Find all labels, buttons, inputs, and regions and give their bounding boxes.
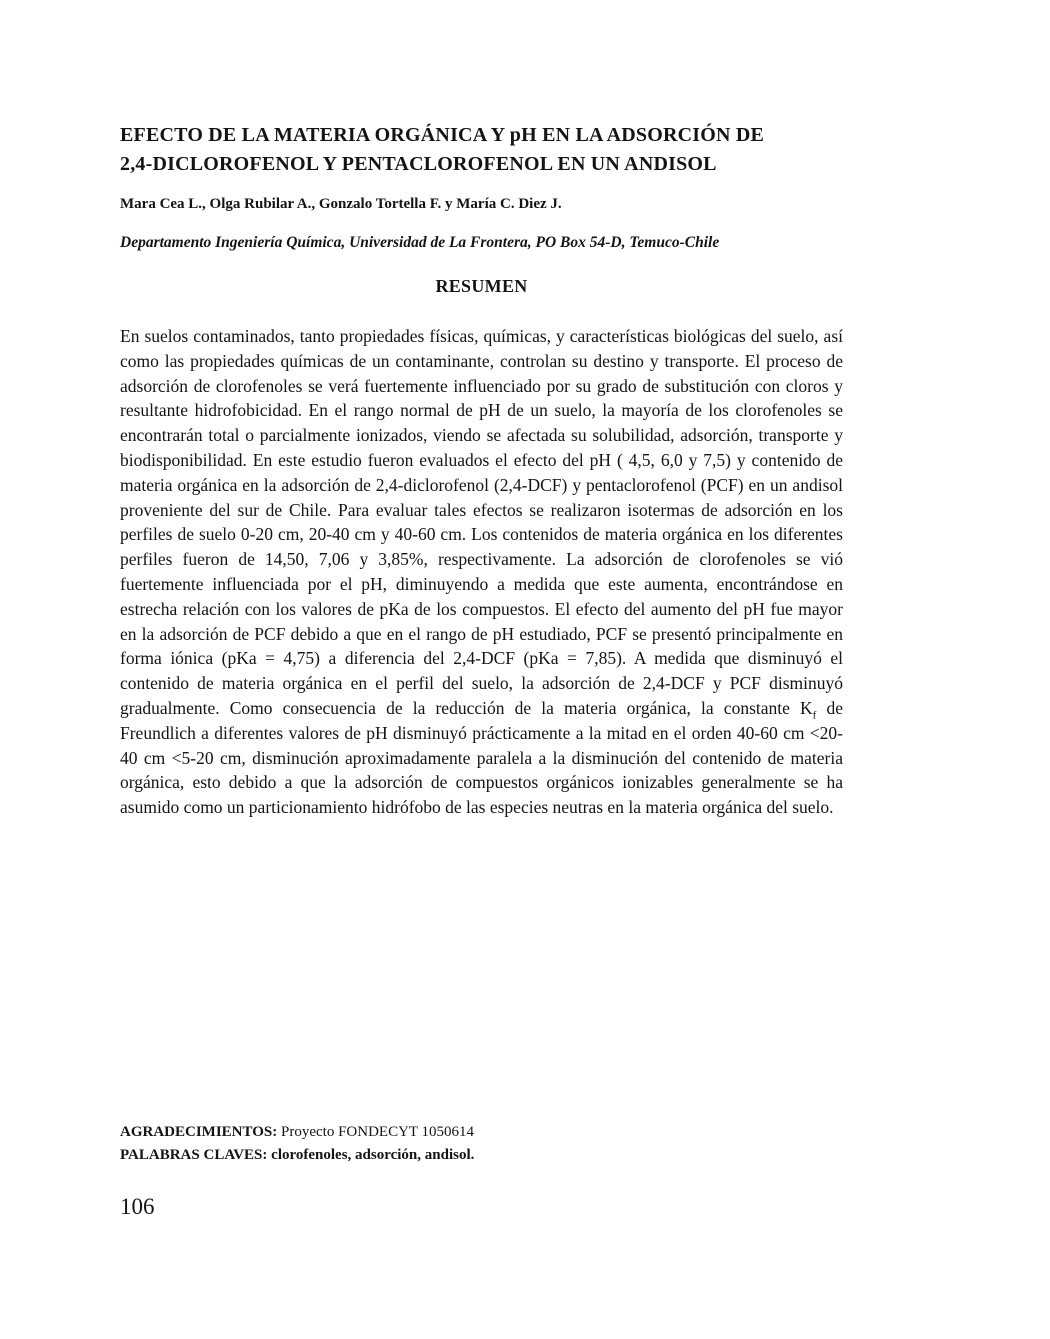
authors-line: Mara Cea L., Olga Rubilar A., Gonzalo Tortella F. y María C. Diez J. [120,196,562,212]
paper-title-line-1: EFECTO DE LA MATERIA ORGÁNICA Y pH EN LA ADSORCIÓN DE [120,124,765,146]
acknowledgements-text: Proyecto FONDECYT 1050614 [277,1124,475,1140]
section-heading-resumen: RESUMEN [435,276,528,296]
abstract-paragraph: En suelos contaminados, tanto propiedades físicas, químicas, y características biológicas del suelo, así como las propiedades químicas de un contaminante, controlan su destino y transporte. El proceso de adsorción de clorofenoles se verá fuertemente influenciado por su grado de substitución con cloros y resultante hidrofobicidad. En el rango normal de pH de un suelo, la mayoría de los clorofenoles se encontrarán total o parcialmente ionizados, viendo se afectada su solubilidad, adsorción, transporte y biodisponibilidad. En este estudio fueron evaluados el efecto del pH ( 4,5, 6,0 y 7,5) y contenido de materia orgánica en la adsorción de 2,4-diclorofenol (2,4-DCF) y pentaclorofenol (PCF) en un andisol proveniente del sur de Chile. Para evaluar tales efectos se realizaron isotermas de adsorción en los perfiles de suelo 0-20 cm, 20-40 cm y 40-60 cm. Los contenidos de materia orgánica en los diferentes perfiles fueron de 14,50, 7,06 y 3,85%, respectivamente. La adsorción de clorofenoles se vió fuertemente influenciada por el pH, diminuyendo a medida que este aumenta, encontrándose en estrecha relación con los valores de pKa de los compuestos. El efecto del aumento del pH fue mayor en la adsorción de PCF debido a que en el rango de pH estudiado, PCF se presentó principalmente en forma iónica (pKa = 4,75) a diferencia del 2,4-DCF (pKa = 7,85). A medida que disminuyó el contenido de materia orgánica en el perfil del suelo, la adsorción de 2,4-DCF y PCF disminuyó gradualmente. Como consecuencia de la reducción de la materia orgánica, la constante $K_f$ de Freundlich a diferentes valores de pH disminuyó prácticamente a la mitad en el orden 40-60 cm <20-40 cm <5-20 cm, disminución aproximadamente paralela a la disminución del contenido de materia orgánica, esto debido a que la adsorción de compuestos orgánicos ionizables generalmente se ha asumido como un particionamiento hidrófobo de las especies neutras en la materia orgánica del suelo. [120,326,843,818]
paper-title-line-2: 2,4-DICLOROFENOL Y PENTACLOROFENOL EN UN ANDISOL [120,153,717,175]
keywords-text: clorofenoles, adsorción, andisol. [267,1147,475,1163]
keywords-label: PALABRAS CLAVES: [120,1147,268,1163]
affiliation-line: Departamento Ingeniería Química, Universidad de La Frontera, PO Box 54-D, Temuco-Chile [120,234,720,251]
acknowledgements-label: AGRADECIMIENTOS: [120,1124,278,1140]
acknowledgements-line [120,1124,843,1141]
paper-title [120,121,843,179]
page-number: 106 [120,1194,155,1219]
keywords-line [120,1147,843,1164]
